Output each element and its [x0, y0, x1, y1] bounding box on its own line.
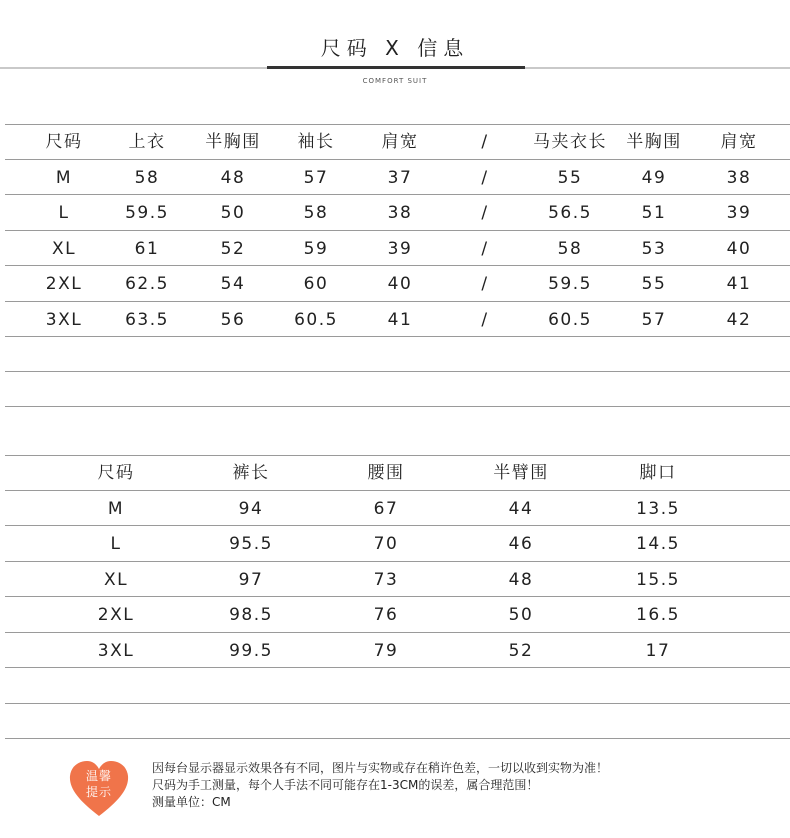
column-header: 袖长	[297, 132, 335, 152]
table-cell: 52	[508, 640, 534, 661]
column-header: 上衣	[128, 132, 166, 152]
table-cell: 57	[303, 167, 329, 188]
tip-note-3: 测量单位：CM	[152, 795, 231, 809]
table-row	[0, 633, 790, 669]
table-cell: 70	[373, 534, 399, 554]
tip-badge-label	[68, 768, 130, 800]
table-cell: 56	[220, 309, 246, 330]
table-cell: 56.5	[548, 203, 592, 223]
table-cell: 52	[220, 238, 246, 259]
column-header: 马夹衣长	[533, 132, 607, 152]
table-cell: 48	[220, 167, 246, 188]
table-cell: 44	[508, 498, 534, 519]
table-cell: L	[110, 534, 122, 554]
table-row	[0, 562, 790, 598]
table-cell: 49	[641, 167, 667, 188]
column-header: 腰围	[367, 463, 405, 483]
table-cell: 50	[508, 605, 534, 625]
table-cell: 97	[238, 569, 264, 590]
table-cell: 58	[303, 203, 329, 223]
tip-badge-line1: 温馨	[85, 769, 112, 783]
table-cell: 79	[373, 640, 399, 661]
table-cell: 73	[373, 569, 399, 590]
column-header: 半胸围	[205, 132, 261, 152]
table-row	[0, 491, 790, 527]
table-cell: 76	[373, 605, 399, 625]
table-cell: 2XL	[97, 605, 135, 625]
table-cell: XL	[103, 569, 129, 590]
tip-badge-line2: 提示	[85, 785, 112, 799]
table-cell: 37	[387, 167, 413, 188]
table-cell: 59.5	[548, 274, 592, 294]
table-cell: 46	[508, 534, 534, 554]
table-divider	[5, 703, 790, 704]
table-cell: 58	[134, 167, 160, 188]
tip-note-2: 尺码为手工测量，每个人手法不同可能存在1-3CM的误差，属合理范围！	[152, 778, 539, 792]
table-cell: 39	[387, 238, 413, 259]
table-cell: /	[481, 203, 489, 223]
column-header: 尺码	[97, 463, 135, 483]
table-cell: 14.5	[636, 534, 680, 554]
table-cell: 99.5	[229, 640, 273, 661]
table-cell: 2XL	[45, 274, 83, 294]
table-cell: 58	[557, 238, 583, 259]
column-header: 裤长	[232, 463, 270, 483]
column-header: 半臂围	[493, 463, 549, 483]
table-divider	[5, 738, 790, 739]
table-cell: /	[481, 309, 489, 330]
table-cell: 95.5	[229, 534, 273, 554]
table-cell: 67	[373, 498, 399, 519]
column-header: 肩宽	[381, 132, 419, 152]
table-header-row	[0, 455, 790, 491]
table-cell: 15.5	[636, 569, 680, 590]
table-cell: 94	[238, 498, 264, 519]
tip-notes	[152, 760, 608, 811]
table-cell: /	[481, 274, 489, 294]
page-title: 尺码 X 信息	[320, 36, 470, 60]
table-cell: 55	[641, 274, 667, 294]
table-cell: M	[107, 498, 125, 519]
table-cell: 3XL	[45, 309, 83, 330]
table-cell: 51	[641, 203, 667, 223]
table-cell: 3XL	[97, 640, 135, 661]
table-cell: 59	[303, 238, 329, 259]
table-cell: 41	[726, 274, 752, 294]
table-cell: /	[481, 167, 489, 188]
table-cell: 50	[220, 203, 246, 223]
table-cell: 48	[508, 569, 534, 590]
table-cell: 63.5	[125, 309, 169, 330]
column-header: /	[481, 132, 489, 152]
table-cell: 40	[726, 238, 752, 259]
table-cell: L	[58, 203, 70, 223]
table-cell: 60.5	[294, 309, 338, 330]
table-row	[0, 526, 790, 562]
table-cell: 39	[726, 203, 752, 223]
table-cell: 38	[726, 167, 752, 188]
table-cell: 55	[557, 167, 583, 188]
column-header: 脚口	[639, 463, 677, 483]
column-header: 尺码	[45, 132, 83, 152]
table-cell: 54	[220, 274, 246, 294]
table-cell: 38	[387, 203, 413, 223]
table-cell: 62.5	[125, 274, 169, 294]
table-cell: M	[55, 167, 73, 188]
table-cell: 60	[303, 274, 329, 294]
column-header: 肩宽	[720, 132, 758, 152]
table-cell: 61	[134, 238, 160, 259]
table-cell: 41	[387, 309, 413, 330]
table-row	[0, 597, 790, 633]
table-cell: 57	[641, 309, 667, 330]
table-cell: XL	[51, 238, 77, 259]
table-cell: 59.5	[125, 203, 169, 223]
page-subtitle: COMFORT SUIT	[362, 77, 428, 85]
table-cell: 40	[387, 274, 413, 294]
table-cell: 17	[645, 640, 671, 661]
column-header: 半胸围	[626, 132, 682, 152]
table-cell: 53	[641, 238, 667, 259]
table-cell: 42	[726, 309, 752, 330]
table-cell: 60.5	[548, 309, 592, 330]
table-cell: /	[481, 238, 489, 259]
table-cell: 16.5	[636, 605, 680, 625]
tip-note-1: 因每台显示器显示效果各有不同，图片与实物或存在稍许色差，一切以收到实物为准！	[152, 761, 609, 775]
table-cell: 13.5	[636, 498, 680, 519]
table-cell: 98.5	[229, 605, 273, 625]
